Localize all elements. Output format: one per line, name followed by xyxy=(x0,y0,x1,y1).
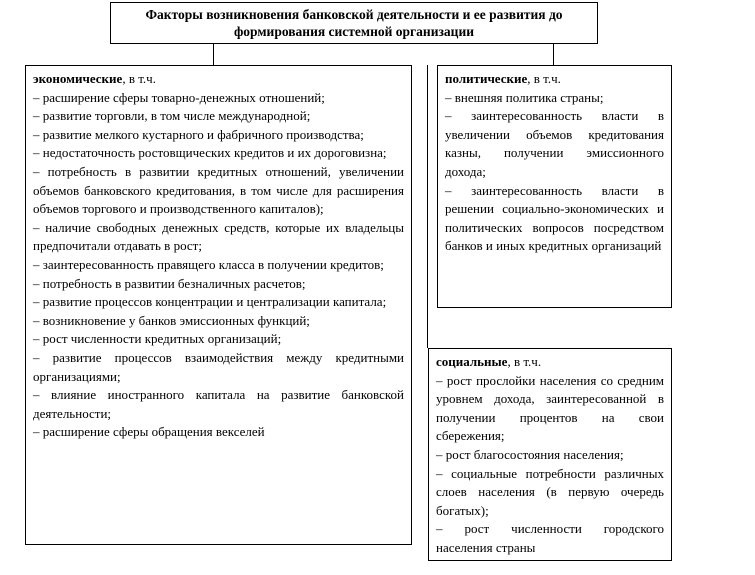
economic-item: – развитие торговли, в том числе международной; xyxy=(33,108,311,124)
economic-item: – недостаточность ростовщических кредитов и их дороговизна; xyxy=(33,145,387,161)
political-item: – заинтересованность власти в увеличении объемов кредитования казны, получении эмиссионного дохода; xyxy=(445,108,664,179)
economic-item: – рост численности кредитных организаций; xyxy=(33,331,282,347)
diagram-title xyxy=(110,2,598,44)
economic-item: – расширение сферы обращения векселей xyxy=(33,424,265,440)
title-line-1: Факторы возникновения банковской деятельности и ее развития до xyxy=(145,7,563,22)
connector-vertical-soc xyxy=(427,65,428,348)
social-item: – рост благосостояния населения; xyxy=(436,446,624,462)
social-item: – рост прослойки населения со средним уровнем дохода, заинтересованной в получении процентов на свои сбережения; xyxy=(436,372,664,444)
economic-item: – заинтересованность правящего класса в получении кредитов; xyxy=(33,256,384,272)
social-heading xyxy=(436,353,664,372)
economic-heading-suffix: , в т.ч. xyxy=(122,71,156,86)
connector-title-econ xyxy=(213,44,214,65)
title-line-2: формирования системной организации xyxy=(233,24,475,39)
economic-heading xyxy=(33,70,404,89)
connector-title-pol xyxy=(553,44,554,65)
economic-item: – развитие мелкого кустарного и фабричного производства; xyxy=(33,126,364,142)
economic-item: – потребность в развитии кредитных отношений, увеличении объемов банковского кредитования, в том числе для расширения объемов торгового и производственного капиталов); xyxy=(33,163,404,217)
economic-item: – расширение сферы товарно-денежных отношений; xyxy=(33,89,325,105)
political-item: – заинтересованность власти в решении социально-экономических и политических вопросов посредством банков и иных кредитных организаций xyxy=(445,182,664,254)
economic-item: – наличие свободных денежных средств, которые их владельцы предпочитали отдавать в рост; xyxy=(33,219,404,254)
social-item: – социальные потребности различных слоев населения (в первую очередь богатых); xyxy=(436,465,664,518)
economic-item: – развитие процессов взаимодействия между кредитными организациями; xyxy=(33,349,404,384)
economic-item: – влияние иностранного капитала на развитие банковской деятельности; xyxy=(33,387,404,421)
political-heading xyxy=(445,70,664,89)
political-heading-suffix: , в т.ч. xyxy=(527,71,561,86)
economic-factors-box xyxy=(25,65,412,545)
political-factors-box xyxy=(437,65,672,308)
economic-heading-label: экономические xyxy=(33,71,123,86)
political-item: – внешняя политика страны; xyxy=(445,89,604,105)
social-heading-suffix: , в т.ч. xyxy=(507,354,542,369)
social-heading-label: социальные xyxy=(436,354,508,369)
social-factors-box xyxy=(428,348,672,561)
social-item: – рост численности городского населения страны xyxy=(436,521,664,555)
economic-item: – возникновение у банков эмиссионных функций; xyxy=(33,312,310,328)
economic-item: – развитие процессов концентрации и централизации капитала; xyxy=(33,294,387,310)
economic-item: – потребность в развитии безналичных расчетов; xyxy=(33,275,306,291)
political-heading-label: политические xyxy=(445,71,528,86)
